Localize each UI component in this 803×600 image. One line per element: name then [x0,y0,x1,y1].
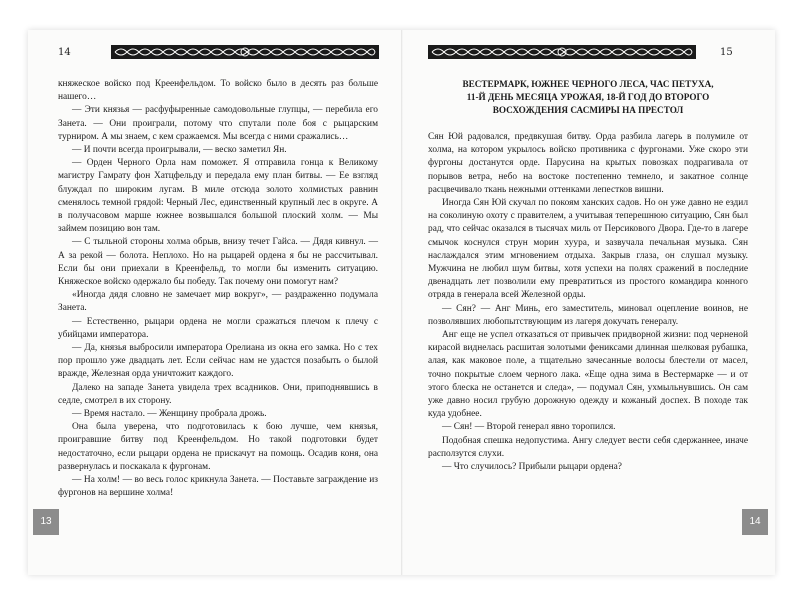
chapter-heading-line: ВЕСТЕРМАРК, ЮЖНЕЕ ЧЕРНОГО ЛЕСА, ЧАС ПЕТУХА, [462,79,714,89]
paragraph: Далеко на западе Занета увидела трех всадников. Они, приподнявшись в седле, смотрел в их сторону. [58,382,378,406]
paragraph: Сян Юй радовался, предвкушая битву. Орда разбила лагерь в полумиле от холма, на котором укрылось войско противника с фургонами. Уже скоро эти фургоны достанутся орде. Парусина на крытых повозках подрагивала от порывов ветра, небо на востоке постепенно темнело, и закатное солнце расцвечивало ткань нежными оттенками лепестков вишни. [428,132,748,195]
paragraph: — Естественно, рыцари ордена не могли сражаться плечом к плечу с убийцами императора. [58,316,378,340]
right-page-number: 15 [720,47,733,58]
paragraph: «Иногда дядя словно не замечает мир вокруг», — раздраженно подумала Занета. [58,290,378,314]
chapter-heading-line: 11-Й ДЕНЬ МЕСЯЦА УРОЖАЯ, 18-Й ГОД ДО ВТОРОГО [466,92,710,102]
left-page-badge[interactable]: 13 [33,509,59,535]
paragraph: Она была уверена, что подготовилась к бою лучше, чем князья, проигравшие битву под Креенфельдом. Но такой подготовки будет недостаточно, если рыцари ордена не прискачут на помощь. Осадив коня, она развернулась и поскакала к фургонам. [58,422,378,472]
paragraph: Подобная спешка недопустима. Ангу следует вести себя сдержаннее, иначе расползутся слухи. [428,435,748,459]
paragraph: — Время настало. — Женщину пробрала дрожь. [72,409,267,420]
right-ornament-icon [428,43,696,61]
paragraph: — Сян? — Анг Минь, его заместитель, миновал оцепление воинов, не позволявших любопытствующим из лагеря докучать генералу. [428,303,748,327]
book-gutter [401,30,403,575]
right-page-badge[interactable]: 14 [742,509,768,535]
chapter-heading [428,78,748,117]
paragraph: — Орден Черного Орла нам поможет. Я отправила гонца к Великому магистру Гамрату фон Хатцфельду и передала ему план битвы. — Ее взгляд блуждал по широким лугам. В миле отсюда золото холмистых равнин сменялось темной грядой: Черный Лес, единственный крупный лес в округе. А в получасовом марше южнее возвышался большой плоский холм. — Мы займем позицию вон там. [58,158,378,235]
left-page-number: 14 [58,47,71,58]
paragraph: — И почти всегда проигрывали, — веско заметил Ян. [72,145,287,156]
paragraph: Иногда Сян Юй скучал по покоям ханских садов. Но он уже давно не ездил на соколиную охоту с правителем, а учитывая теперешнюю ситуацию, Сян был рад, что сейчас оказался в тысячах миль от Персикового Двора. Где-то в лагере смычок коснулся струн морин хуура, и зазвучала печальная музыка. Сян наслаждался этим мгновением отдыха. Закрыв глаза, он слушал музыку. Мужчина не любил шум битвы, хотя успехи на полях сражений в последние двенадцать лет позволили ему превратиться из простого командира конного отряда в генерала всей Железной орды. [428,198,748,301]
left-ornament-icon [111,43,379,61]
paragraph: — На холм! — во весь голос крикнула Занета. — Поставьте заграждение из фургонов на вершине холма! [58,475,378,499]
book-spread [28,30,775,575]
paragraph: — Сян! — Второй генерал явно торопился. [442,422,616,433]
paragraph: — Что случилось? Прибыли рыцари ордена? [442,462,622,473]
chapter-heading-line: ВОСХОЖДЕНИЯ САСМИРЫ НА ПРЕСТОЛ [492,105,684,115]
paragraph: — Да, князья выбросили императора Орелиана из окна его замка. Но с тех пор прошло уже двадцать лет. Если сейчас нам не удастся позабыть о былой вражде, Железная орда уничтожит каждого. [58,343,378,380]
paragraph: — С тыльной стороны холма обрыв, внизу течет Гайса. — Дядя кивнул. — А за рекой — болота. Неплохо. Но на рыцарей ордена я бы не рассчитывал. Если бы они приехали в Креенфельд, то могли бы изменить ситуацию. Княжеское войско одержало бы победу. Так почему они помогут нам? [58,237,378,288]
left-page-text [58,78,378,501]
paragraph: княжеское войско под Креенфельдом. То войско было в десять раз больше нашего… [58,79,378,103]
paragraph: Анг еще не успел отказаться от привычек придворной жизни: под черненой кирасой виднелась расшитая золотыми фениксами длинная шелковая рубашка, алая, как маковое поле, а тщательно зачесанные волосы блестели от масел, точно покрытые слоем черного лака. «Еще одна зима в Вестермарке — и от этого блеска не останется и следа», — подумал Сян, ухмыльнувшись. Он сам уже давно носил грубую дорожную одежду и кожаный доспех. В походе так куда удобнее. [428,330,748,420]
right-page-text [428,78,748,474]
paragraph: — Эти князья — расфуфыренные самодовольные глупцы, — перебила его Занета. — Они проиграли, потому что спутали поле боя с рыцарским турниром. А мы знаем, с кем сражаемся. Мы всегда с ними сражались… [58,105,378,142]
